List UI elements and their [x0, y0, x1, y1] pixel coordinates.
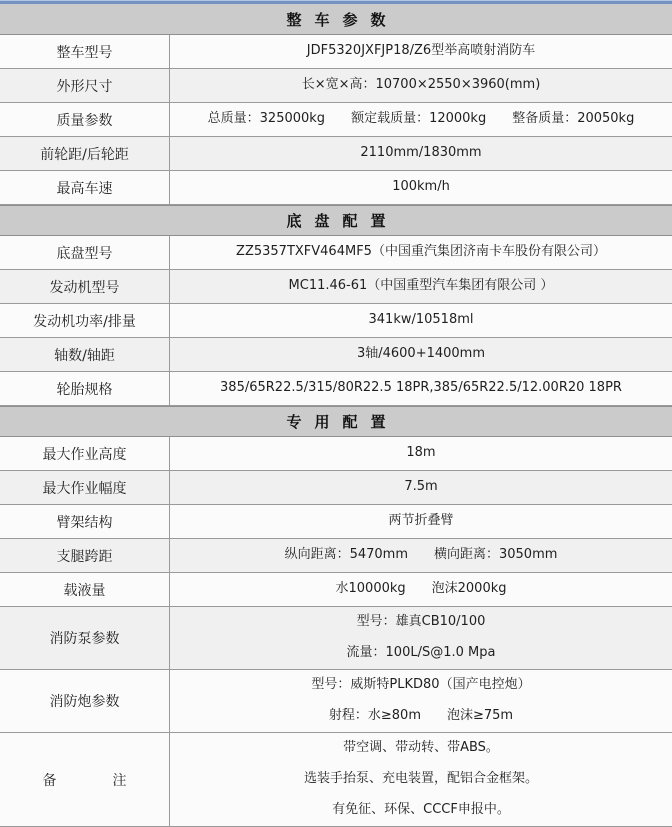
table-row	[0, 270, 672, 304]
table-row	[0, 372, 672, 406]
row-value-line: 纵向距离：5470mm 横向距离：3050mm	[284, 547, 558, 563]
table-row	[0, 103, 672, 137]
row-value-line: 7.5m	[404, 479, 438, 495]
table-row	[0, 471, 672, 505]
row-value-line: 385/65R22.5/315/80R22.5 18PR,385/65R22.5/12.00R20 18PR	[220, 380, 622, 396]
row-value	[170, 573, 672, 606]
section-header: 专用配置	[0, 406, 672, 437]
row-value	[170, 670, 672, 732]
row-value	[170, 35, 672, 68]
row-value-line: 100km/h	[392, 179, 450, 195]
row-value	[170, 270, 672, 303]
row-value-line: 2110mm/1830mm	[360, 145, 482, 161]
row-label: 发动机功率/排量	[0, 304, 170, 337]
table-row	[0, 670, 672, 733]
row-value	[170, 733, 672, 826]
row-label: 支腿跨距	[0, 539, 170, 572]
row-value	[170, 304, 672, 337]
table-row	[0, 607, 672, 670]
table-row	[0, 505, 672, 539]
row-label: 臂架结构	[0, 505, 170, 538]
row-value-line: 3轴/4600+1400mm	[356, 346, 486, 362]
row-label: 最大作业高度	[0, 437, 170, 470]
row-value-line: JDF5320JXFJP18/Z6型举高喷射消防车	[306, 43, 536, 59]
table-row	[0, 137, 672, 171]
table-row	[0, 35, 672, 69]
table-row	[0, 539, 672, 573]
row-label: 轴数/轴距	[0, 338, 170, 371]
row-label: 质量参数	[0, 103, 170, 136]
row-value	[170, 171, 672, 204]
section-header: 整车参数	[0, 4, 672, 35]
table-row	[0, 338, 672, 372]
row-value	[170, 69, 672, 102]
row-value	[170, 338, 672, 371]
row-label: 最大作业幅度	[0, 471, 170, 504]
spec-table-body	[0, 4, 672, 827]
row-value-line: 水10000kg 泡沫2000kg	[335, 581, 507, 597]
table-row	[0, 573, 672, 607]
table-row	[0, 733, 672, 827]
row-value	[170, 471, 672, 504]
row-value-line: 带空调、带动转、带ABS。	[343, 740, 499, 756]
row-value-line: 射程：水≥80m 泡沫≥75m	[328, 708, 514, 724]
table-row	[0, 236, 672, 270]
row-value-line: 型号：威斯特PLKD80（国产电控炮）	[311, 677, 531, 693]
row-value-line: 341kw/10518ml	[368, 312, 474, 328]
row-label: 最高车速	[0, 171, 170, 204]
table-row	[0, 437, 672, 471]
row-value-line: 两节折叠臂	[388, 513, 454, 529]
row-value-line: MC11.46-61（中国重型汽车集团有限公司 ）	[288, 278, 554, 294]
row-value	[170, 505, 672, 538]
row-label: 外形尺寸	[0, 69, 170, 102]
row-value	[170, 539, 672, 572]
row-value-line: 选装手抬泵、充电装置，配铝合金框架。	[303, 771, 538, 787]
row-label: 整车型号	[0, 35, 170, 68]
row-label: 载液量	[0, 573, 170, 606]
table-row	[0, 69, 672, 103]
row-label: 发动机型号	[0, 270, 170, 303]
row-label: 消防泵参数	[0, 607, 170, 669]
row-value	[170, 437, 672, 470]
row-value-line: ZZ5357TXFV464MF5（中国重汽集团济南卡车股份有限公司）	[236, 244, 606, 260]
row-value	[170, 137, 672, 170]
row-value	[170, 236, 672, 269]
row-value	[170, 103, 672, 136]
table-row	[0, 304, 672, 338]
row-label: 底盘型号	[0, 236, 170, 269]
row-value	[170, 372, 672, 405]
row-value	[170, 607, 672, 669]
row-value-line: 流量：100L/S@1.0 Mpa	[346, 645, 496, 661]
table-row	[0, 171, 672, 205]
row-value-line: 18m	[406, 445, 436, 461]
row-value-line: 有免征、环保、CCCF申报中。	[332, 802, 510, 818]
row-label: 轮胎规格	[0, 372, 170, 405]
row-label: 前轮距/后轮距	[0, 137, 170, 170]
row-label: 消防炮参数	[0, 670, 170, 732]
row-value-line: 总质量：325000kg 额定载质量：12000kg 整备质量：20050kg	[207, 111, 635, 127]
row-label: 备 注	[0, 733, 170, 826]
row-value-line: 型号：雄真CB10/100	[356, 614, 486, 630]
section-header: 底盘配置	[0, 205, 672, 236]
row-value-line: 长×宽×高：10700×2550×3960(mm)	[301, 77, 541, 93]
